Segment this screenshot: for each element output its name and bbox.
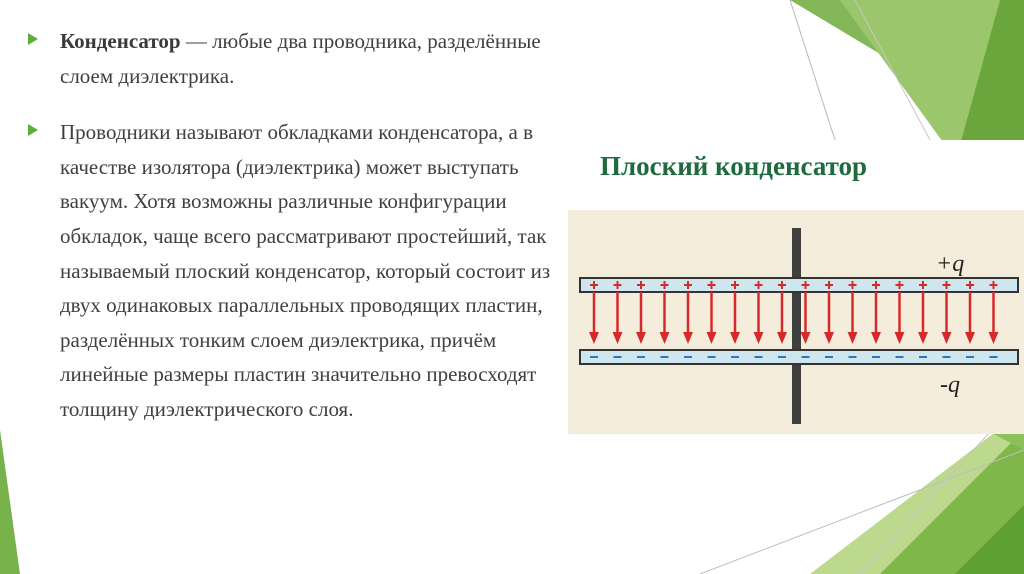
bullet-arrow-icon: [28, 124, 38, 136]
bullet-text: [60, 24, 588, 93]
figure-title: Плоский конденсатор: [600, 151, 868, 181]
bottom-plate: [580, 350, 1018, 364]
definition: — любые два проводника, разделённые слоем диэлектрика.: [60, 29, 541, 88]
negative-charge-label: -q: [940, 372, 960, 398]
bullet-item: [28, 24, 588, 93]
top-plate: [580, 278, 1018, 292]
bullet-list: [28, 24, 588, 449]
term: Конденсатор: [60, 29, 181, 53]
bullet-text: Проводники называют обкладками конденсатора, а в качестве изолятора (диэлектрика) может выступать вакуум. Хотя возможны различные конфигурации обкладок, чаще всего рассматривают простейший, так называемый плоский конденсатор, который состоит из двух одинаковых параллельных проводящих пластин, разделённых тонким слоем диэлектрика, причём линейные размеры пластин значительно превосходят толщину диэлектрического слоя.: [60, 120, 551, 421]
capacitor-diagram: [568, 140, 1024, 434]
positive-charge-label: +q: [936, 251, 965, 277]
capacitor-figure: [568, 140, 1024, 434]
bullet-item: [28, 115, 588, 426]
axis-rod: [792, 228, 801, 424]
bullet-arrow-icon: [28, 33, 38, 45]
